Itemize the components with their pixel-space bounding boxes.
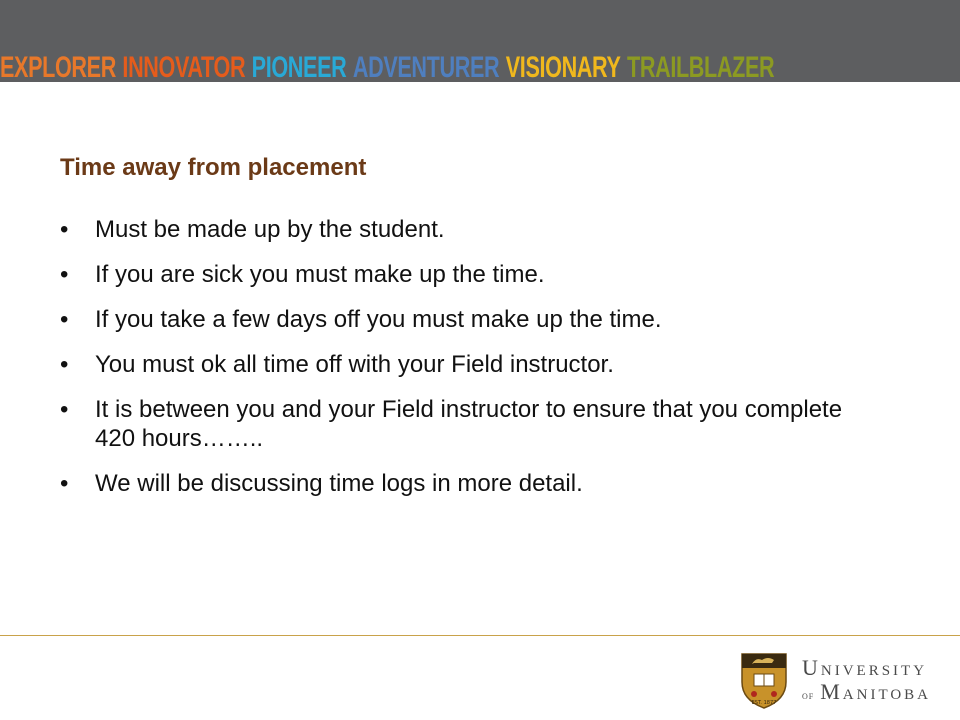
tagline-word: EXPLORER	[0, 51, 116, 84]
university-crest-icon	[740, 652, 788, 710]
tagline-word: TRAILBLAZER	[627, 51, 775, 84]
slide-title: Time away from placement	[60, 154, 367, 181]
bullet-item	[60, 260, 880, 289]
bullet-text: It is between you and your Field instructor to ensure that you complete 420 hours……..	[95, 396, 843, 452]
bullet-text: Must be made up by the student.	[95, 216, 445, 243]
bullet-text: If you take a few days off you must make up the time.	[95, 306, 662, 333]
wordmark-of: of	[802, 688, 815, 702]
bullet-marker: •	[60, 470, 69, 497]
bullet-marker: •	[60, 216, 69, 243]
bullet-text: If you are sick you must make up the time.	[95, 261, 545, 288]
university-wordmark	[802, 656, 931, 707]
tagline-word: PIONEER	[251, 51, 347, 84]
bullet-list	[60, 215, 880, 514]
wordmark-manitoba-line	[802, 680, 931, 707]
bullet-marker: •	[60, 396, 69, 423]
wordmark-manitoba: Manitoba	[820, 679, 932, 704]
footer-divider	[0, 635, 960, 636]
bullet-item	[60, 395, 880, 453]
bullet-item	[60, 350, 880, 379]
bullet-text: You must ok all time off with your Field instructor.	[95, 351, 614, 378]
crest-text: EST. 1877	[751, 700, 777, 706]
tagline-banner	[0, 47, 781, 83]
tagline-word: VISIONARY	[505, 51, 621, 84]
tagline-word: ADVENTURER	[352, 51, 500, 84]
wordmark-university: University	[802, 655, 928, 680]
bullet-text: We will be discussing time logs in more detail.	[95, 470, 583, 497]
bullet-marker: •	[60, 261, 69, 288]
bullet-marker: •	[60, 351, 69, 378]
bullet-item	[60, 469, 880, 498]
bullet-item	[60, 215, 880, 244]
university-logo	[740, 650, 940, 710]
bullet-item	[60, 305, 880, 334]
bullet-marker: •	[60, 306, 69, 333]
tagline-word: INNOVATOR	[122, 51, 246, 84]
